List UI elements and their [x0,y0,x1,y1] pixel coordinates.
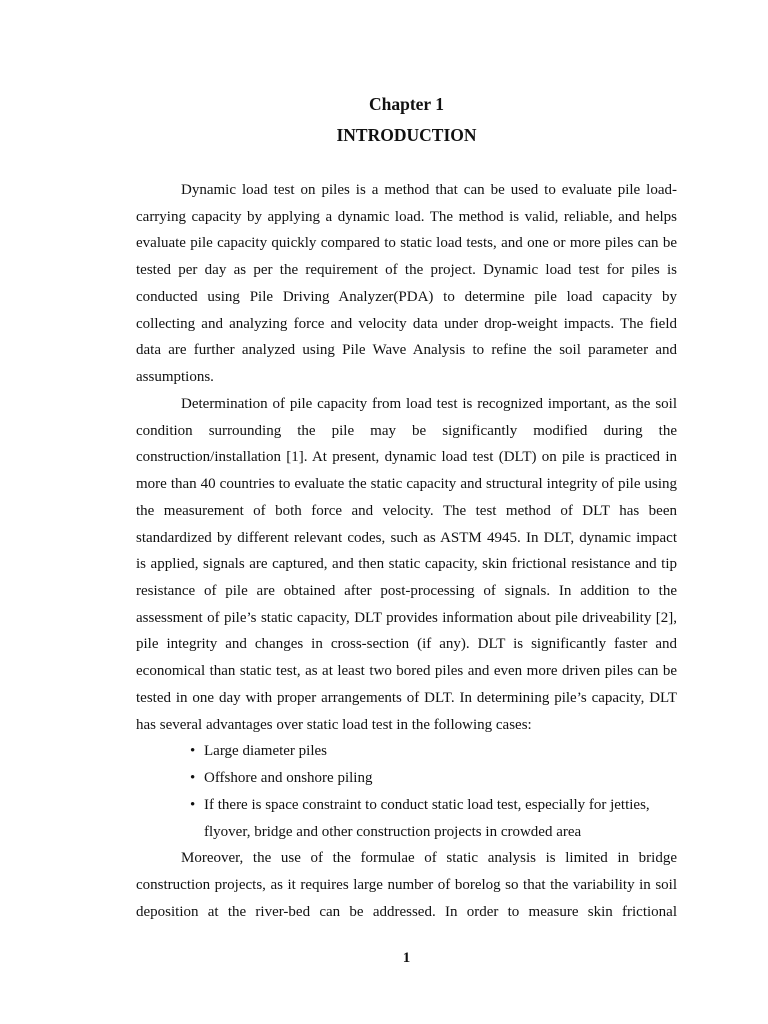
paragraph-2 [136,391,677,739]
bullet-text-line: Large diameter piles [204,743,328,760]
text-line: conducted using Pile Driving Analyzer(PDA) to determine pile load capacity by [136,288,677,305]
bullet-item [136,738,677,765]
bullet-text-line: flyover, bridge and other construction projects in crowded area [204,823,582,840]
bullet-marker: • [190,770,196,787]
text-line: Dynamic load test on piles is a method that can be used to evaluate pile load- [181,182,677,198]
text-line: tested per day as per the requirement of the project. Dynamic load test for piles is [136,262,677,279]
page-number: 1 [402,950,411,966]
text-line: tested in one day with proper arrangements of DLT. In determining pile’s capacity, DLT [136,689,677,706]
text-line: the measurement of both force and velocity. The test method of DLT has been [136,502,677,519]
bullet-text-line: If there is space constraint to conduct static load test, especially for jetties, [204,796,650,813]
text-line: construction/installation [1]. At present, dynamic load test (DLT) on pile is practiced in [136,449,677,466]
text-line: construction projects, as it requires large number of borelog so that the variability in soil [136,877,677,894]
bullet-item [136,792,677,845]
bullet-item [136,765,677,792]
body-text [136,177,677,926]
text-line: economical than static test, as at least two bored piles and even more driven piles can be [136,663,677,680]
chapter-label: Chapter 1 [368,94,445,114]
text-line: Moreover, the use of the formulae of static analysis is limited in bridge [181,850,677,867]
text-line: assessment of pile’s static capacity, DLT provides information about pile driveability [2], [136,609,677,626]
bullet-text-line: Offshore and onshore piling [204,770,373,787]
text-line: carrying capacity by applying a dynamic load. The method is valid, reliable, and helps [136,208,677,225]
text-line: evaluate pile capacity quickly compared to static load tests, and one or more piles can be [136,235,677,252]
text-line: condition surrounding the pile may be significantly modified during the [136,422,677,439]
text-line: data are further analyzed using Pile Wave Analysis to refine the soil parameter and [136,342,677,359]
paragraph-3 [136,845,677,925]
text-line: deposition at the river-bed can be addressed. In order to measure skin frictional [136,903,677,920]
bullet-list [136,738,677,845]
bullet-marker: • [190,743,196,760]
text-line: more than 40 countries to evaluate the static capacity and structural integrity of pile using [136,476,677,493]
paragraph-1 [136,177,677,391]
text-line: resistance of pile are obtained after post-processing of signals. In addition to the [136,583,677,600]
bullet-marker: • [190,796,196,813]
text-line: standardized by different relevant codes, such as ASTM 4945. In DLT, dynamic impact [136,529,677,546]
text-line: assumptions. [136,369,214,386]
text-line: pile integrity and changes in cross-section (if any). DLT is significantly faster and [136,636,677,653]
text-line: is applied, signals are captured, and then static capacity, skin frictional resistance and tip [136,556,677,573]
chapter-title: INTRODUCTION [336,125,477,145]
text-line: collecting and analyzing force and velocity data under drop-weight impacts. The field [136,315,677,332]
text-line: Determination of pile capacity from load test is recognized important, as the soil [181,395,677,412]
text-line: has several advantages over static load test in the following cases: [136,716,532,733]
